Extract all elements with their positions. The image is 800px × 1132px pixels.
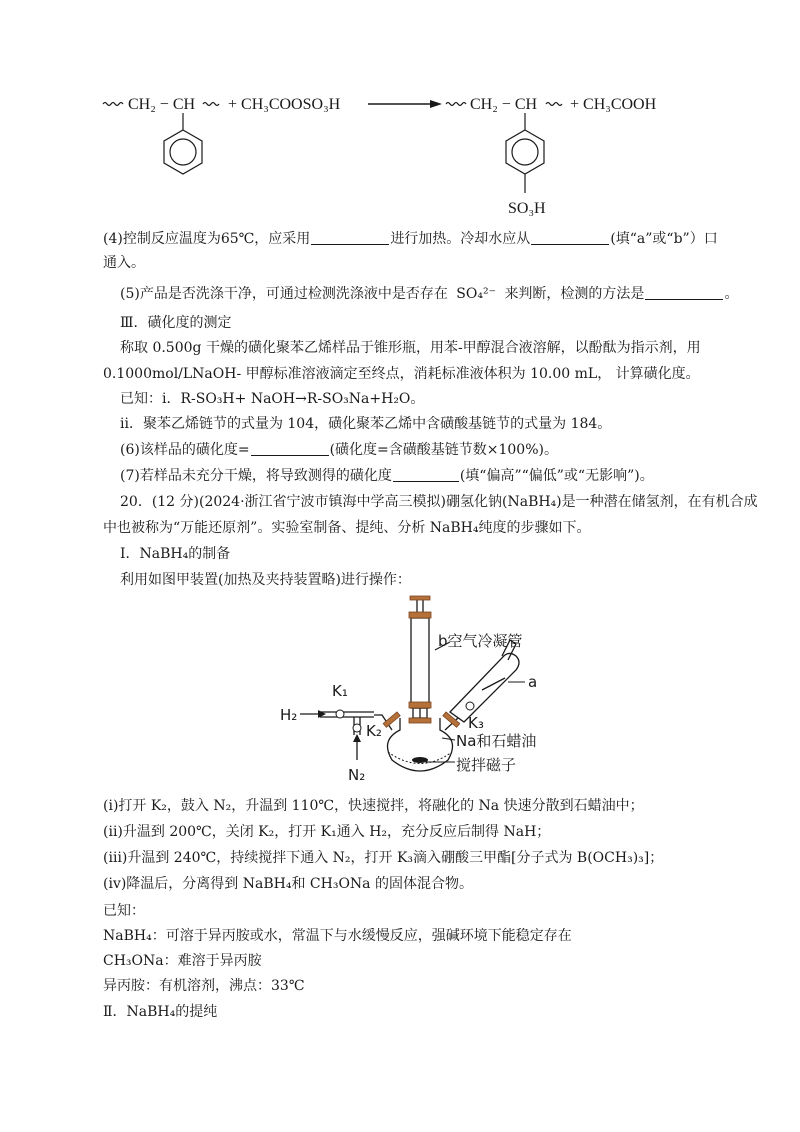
k3-label: K₃ [468,714,484,732]
q6-text-b: (磺化度=含磺酸基链节数×100%)。 [329,442,558,458]
benzene-ring-left [164,130,202,174]
a-label: a [528,673,538,691]
step-4: (ⅳ)降温后，分离得到 NaBH₄和 CH₃ONa 的固体混合物。 [103,876,473,892]
wavy-bond-left-1 [103,103,123,106]
known-b-line-2: CH₃ONa：难溶于异丙胺 [103,953,262,969]
product-2-text: + CH₃COOH [570,96,657,113]
sulfate-ion: SO₄²⁻ [456,286,496,302]
q4-text-d: 通入。 [103,255,145,271]
q5-text-c: 。 [724,286,739,302]
left-chain-text: CH₂ − CH [128,96,196,113]
q20-para-3: 利用如图甲装置(加热及夹持装置略)进行操作： [120,572,411,588]
wavy-bond-right-2 [546,103,562,106]
answer-blank[interactable] [393,467,459,482]
wavy-bond-right-1 [446,103,466,106]
k2-valve-icon [353,724,361,732]
section-2-heading: Ⅱ．NaBH₄的提纯 [103,1004,218,1020]
q7-text-a: (7)若样品未充分干燥，将导致测得的磺化度 [120,468,392,484]
reagent-1-text: + CH₃COOSO₃H [228,96,341,113]
benzene-ring-right [506,130,544,174]
na-paraffin-label: Na和石蜡油 [456,732,537,750]
dropping-funnel [450,653,519,722]
stir-bar [412,757,428,763]
stir-bar-label: 搅拌磁子 [456,756,517,774]
q20-para-1: 20．(12 分)(2024·浙江省宁波市镇海中学高三模拟)硼氢化钠(NaBH₄)是一种潜在储氢剂，在有机合成 [120,494,758,510]
question-4-line-1 [103,229,718,249]
q6-text-a: (6)该样品的磺化度= [120,442,250,458]
right-chain-text: CH₂ − CH [470,96,538,113]
known-1: 已知：i．R-SO₃H+ NaOH→R-SO₃Na+H₂O。 [120,391,425,407]
question-5-line [120,284,738,304]
answer-blank[interactable] [311,230,389,245]
condenser-label: b空气冷凝管 [438,632,523,650]
q4-text-c: (填“a”或“b”）口 [610,231,718,247]
q4-text-a: (4)控制反应温度为65℃，应采用 [103,231,311,247]
step-2: (ⅱ)升温到 200℃，关闭 K₂，打开 K₁通入 H₂，充分反应后制得 NaH； [103,824,551,840]
k1-label: K₁ [332,682,348,700]
step-3: (ⅲ)升温到 240℃，持续搅拌下通入 N₂，打开 K₃滴入硼酸三甲酯[分子式为 B(OCH₃)₃]； [103,850,664,866]
known-b-line-3: 异丙胺：有机溶剂，沸点：33℃ [103,978,305,994]
known-b-title: 已知： [103,903,145,919]
three-neck-flask [388,718,453,771]
q5-text-b: 来判断，检测的方法是 [504,286,645,302]
question-6 [120,440,558,460]
question-4-line-2 [103,253,145,273]
q4-text-b: 进行加热。冷却水应从 [390,231,531,247]
section-3-para-1: 称取 0.500g 干燥的磺化聚苯乙烯样品于锥形瓶，用苯-甲醇混合液溶解，以酚酞为指示剂，用 [120,340,701,356]
answer-blank[interactable] [251,441,329,456]
k1-valve-icon [336,710,344,718]
section-3-para-2: 0.1000mol/LNaOH- 甲醇标准溶液滴定至终点，消耗标准液体积为 10.00 mL， 计算磺化度。 [103,366,700,382]
answer-blank[interactable] [645,285,723,300]
condenser-tube [411,618,429,708]
so3h-group: SO₃H [508,200,546,217]
q7-text-b: (填“偏高”“偏低”或“无影响”)。 [459,468,654,484]
wavy-bond-left-2 [203,103,219,106]
question-7 [120,466,654,486]
known-2: ii．聚苯乙烯链节的式量为 104，磺化聚苯乙烯中含磺酸基链节的式量为 184。 [120,416,612,432]
k3-valve-icon [466,702,474,710]
h2-label: H₂ [280,706,298,724]
q20-para-2: 中也被称为“万能还原剂”。实验室制备、提纯、分析 NaBH₄纯度的步骤如下。 [103,520,591,536]
known-b-line-1: NaBH₄：可溶于异丙胺或水，常温下与水缓慢反应，强碱环境下能稳定存在 [103,928,572,944]
step-1: (ⅰ)打开 K₂，鼓入 N₂，升温到 110℃，快速搅拌，将融化的 Na 快速分散到石蜡油中； [103,798,644,814]
q20-heading-1: Ⅰ．NaBH₄的制备 [120,546,231,562]
section-3-heading: Ⅲ．磺化度的测定 [120,315,232,331]
reaction-scheme [0,0,800,220]
k2-label: K₂ [366,722,382,740]
apparatus-diagram [270,590,600,790]
answer-blank[interactable] [531,230,609,245]
n2-label: N₂ [348,766,366,784]
q5-text-a: (5)产品是否洗涤干净，可通过检测洗涤液中是否存在 [120,286,448,302]
